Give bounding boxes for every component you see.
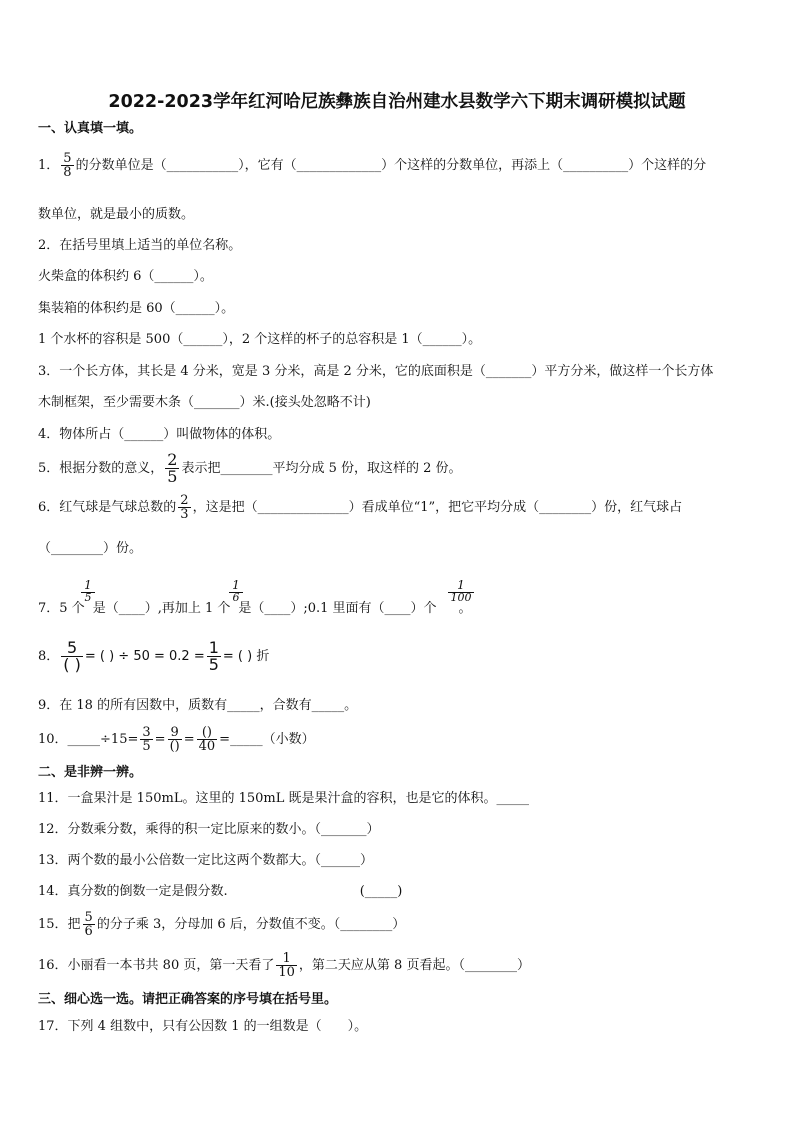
fraction-numerator: 1 xyxy=(208,638,219,657)
question-1-number: 1． xyxy=(38,158,60,173)
question-14-blank: (_____) xyxy=(359,884,403,899)
question-13: 13．两个数的最小公倍数一定比这两个数都大。（______） xyxy=(38,853,374,868)
fraction-denominator: 3 xyxy=(180,507,189,522)
fraction-denominator: () xyxy=(169,739,180,754)
fraction-3-5 xyxy=(140,726,152,753)
question-16-prefix: 16．小丽看一本书共 80 页，第一天看了 xyxy=(38,958,275,973)
fraction-denominator: 40 xyxy=(198,739,216,754)
question-6-prefix: 6．红气球是气球总数的 xyxy=(38,500,177,515)
fraction-numerator: 5 xyxy=(84,910,93,925)
section-1-heading: 一、认真填一填。 xyxy=(38,121,143,136)
question-6-line-2: （________）份。 xyxy=(38,541,143,556)
question-6-line-1 xyxy=(38,494,682,521)
question-7-part-3: 是（____）;0.1 里面有（____）个 xyxy=(238,601,437,616)
question-2-line-1: 火柴盒的体积约 6（______）。 xyxy=(38,269,213,284)
question-15 xyxy=(38,911,405,938)
fraction-denominator: 5 xyxy=(208,655,219,674)
fraction-5-blank xyxy=(61,640,83,673)
question-5 xyxy=(38,452,462,485)
fraction-numerator: 1 xyxy=(84,578,92,592)
fraction-numerator: 1 xyxy=(232,578,240,592)
question-3-line-1: 3．一个长方体，其长是 4 分米，宽是 3 分米，高是 2 分米，它的底面积是（_______）平方分米，做这样一个长方体 xyxy=(38,364,714,379)
fraction-5-6 xyxy=(83,911,95,938)
question-15-text: 的分子乘 3，分母加 6 后，分数值不变。（________） xyxy=(96,917,406,932)
question-5-prefix: 5．根据分数的意义， xyxy=(38,461,164,476)
question-1-text: 的分数单位是（___________），它有（_____________）个这样的分数单位，再添上（__________）个这样的分 xyxy=(75,158,707,173)
question-1-line-1 xyxy=(38,152,706,179)
fraction-denominator: 100 xyxy=(448,592,474,601)
question-14 xyxy=(38,883,402,901)
fraction-numerator: 2 xyxy=(167,450,178,469)
question-6-text: ，这是把（______________）看成单位“1”，把它平均分成（________）份，红气球占 xyxy=(192,500,683,515)
fraction-denominator: 6 xyxy=(229,592,243,601)
question-8-end: = ( ) 折 xyxy=(222,649,270,664)
question-16 xyxy=(38,952,530,979)
fraction-denominator: 8 xyxy=(63,165,72,180)
fraction-9-blank xyxy=(168,726,182,753)
question-2-stem: 2．在括号里填上适当的单位名称。 xyxy=(38,238,242,253)
fraction-2-3 xyxy=(178,494,190,521)
fraction-1-10 xyxy=(276,952,297,979)
question-3-line-2: 木制框架，至少需要木条（_______）米.(接头处忽略不计) xyxy=(38,395,371,410)
fraction-numerator: 9 xyxy=(170,725,179,740)
question-10-prefix: 10．_____÷15= xyxy=(38,732,139,747)
fraction-numerator: 5 xyxy=(63,151,72,166)
question-14-text: 14．真分数的倒数一定是假分数. xyxy=(38,884,228,899)
question-5-text: 表示把________平均分成 5 份，取这样的 2 份。 xyxy=(181,461,462,476)
question-7 xyxy=(38,600,472,618)
page-title: 2022-2023学年红河哈尼族彝族自治州建水县数学六下期末调研模拟试题 xyxy=(108,92,686,112)
fraction-5-8 xyxy=(61,152,73,179)
fraction-denominator: 5 xyxy=(81,592,95,601)
fraction-denominator: 5 xyxy=(167,467,178,486)
question-10 xyxy=(38,726,315,753)
fraction-1-6 xyxy=(229,578,243,604)
equals-sign: = xyxy=(154,732,166,747)
fraction-denominator: 10 xyxy=(278,965,295,980)
question-16-text: ，第二天应从第 8 页看起。（________） xyxy=(298,958,530,973)
fraction-numerator: 1 xyxy=(282,951,291,966)
fraction-denominator: ( ) xyxy=(63,655,81,674)
question-8 xyxy=(38,640,269,673)
fraction-numerator: () xyxy=(201,725,212,740)
question-7-part-4: 。 xyxy=(458,601,472,616)
question-4: 4．物体所占（______）叫做物体的体积。 xyxy=(38,427,281,442)
question-7-part-2: 是（____）,再加上 1 个 xyxy=(92,601,231,616)
question-2-line-2: 集装箱的体积约是 60（______）。 xyxy=(38,301,235,316)
fraction-blank-40 xyxy=(197,726,218,753)
question-15-prefix: 15．把 xyxy=(38,917,81,932)
question-11: 11．一盒果汁是 150mL。这里的 150mL 既是果汁盒的容积，也是它的体积。_____ xyxy=(38,791,529,806)
question-7-part-1: 7．5 个 xyxy=(38,601,85,616)
fraction-2-5 xyxy=(165,452,179,485)
equals-sign: = xyxy=(183,732,195,747)
question-10-suffix: =_____（小数） xyxy=(219,732,315,747)
question-1-line-2: 数单位，就是最小的质数。 xyxy=(38,207,195,222)
question-17: 17．下列 4 组数中，只有公因数 1 的一组数是（ ）。 xyxy=(38,1019,368,1034)
section-2-heading: 二、是非辨一辨。 xyxy=(38,765,143,780)
fraction-denominator: 6 xyxy=(84,924,93,939)
fraction-1-5 xyxy=(81,578,95,604)
fraction-1-5 xyxy=(207,640,221,673)
question-12: 12．分数乘分数，乘得的积一定比原来的数小。（_______） xyxy=(38,822,380,837)
fraction-1-100 xyxy=(448,578,474,604)
fraction-numerator: 3 xyxy=(142,725,151,740)
question-8-number: 8． xyxy=(38,649,60,664)
fraction-denominator: 5 xyxy=(142,739,151,754)
question-8-middle: = ( ) ÷ 50 = 0.2 = xyxy=(84,649,205,664)
question-2-line-3: 1 个水杯的容积是 500（______），2 个这样的杯子的总容积是 1（______）。 xyxy=(38,332,482,347)
fraction-numerator: 1 xyxy=(457,578,465,592)
section-3-heading: 三、细心选一选。请把正确答案的序号填在括号里。 xyxy=(38,992,338,1007)
fraction-numerator: 5 xyxy=(66,638,78,657)
question-9: 9．在 18 的所有因数中，质数有_____，合数有_____。 xyxy=(38,698,358,713)
fraction-numerator: 2 xyxy=(180,493,189,508)
